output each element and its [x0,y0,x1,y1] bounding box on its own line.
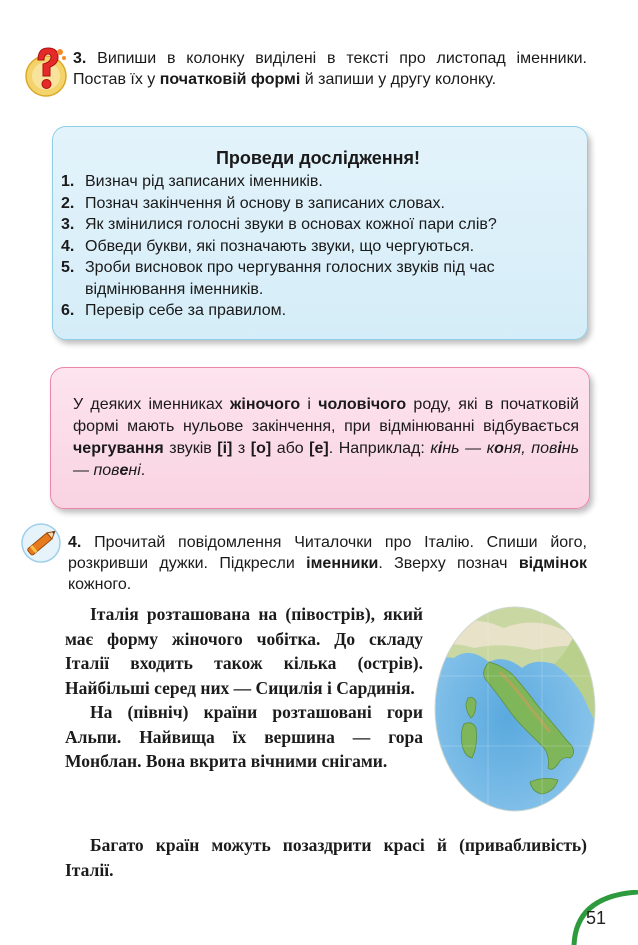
item-text: Познач закінчення й основу в записаних словах. [85,194,445,212]
task-3 [73,48,587,90]
page-number: 51 [586,908,607,928]
list-item [61,193,575,215]
example-vowel: о [494,440,504,457]
example-part: к [430,440,438,457]
task-text: . Зверху познач [378,555,519,572]
list-item [61,300,575,322]
rule-text: . Наприклад: [328,440,431,457]
item-number: 5. [61,259,75,276]
task-text: кожного. [68,576,132,593]
item-number: 1. [61,173,75,190]
list-item [61,214,575,236]
item-text: Перевір себе за правилом. [85,302,287,319]
rule-bold: [о] [250,440,272,457]
rule-text: роду, які в початковій формі мають нульове закінчення, при відмінюванні відбувається [73,396,579,435]
research-box [52,126,588,340]
example-vowel: і [557,440,562,457]
reading-text [65,602,423,774]
task-number: 3. [73,50,87,67]
italy-map-image [434,606,596,812]
research-list [61,171,575,322]
task-bold-text: початковій формі [159,71,301,88]
example-part: ні [128,462,141,479]
item-number: 3. [61,216,75,233]
example-part: нь — пов [73,440,579,479]
rule-text: і [300,396,319,413]
list-item [61,236,575,258]
task-text: й запиши у другу колонку. [300,71,497,88]
rule-bold: жіночого [230,396,301,413]
item-number: 2. [61,194,75,212]
item-text: Зроби висновок про чергування голосних звуків під час відмінювання іменників. [85,259,495,298]
item-text: Визнач рід записаних іменників. [85,173,323,190]
rule-bold: [е] [309,440,329,457]
task-text: Прочитай повідомлення Читалочки про Італію. Спиши його, розкривши дужки. Підкресли [68,534,587,572]
rule-box [50,367,590,509]
paragraph: Багато країн можуть позаздрити красі й (привабливість) Італії. [65,835,587,880]
paragraph: Італія розташована на (півострів), який має форму жіночого чобітка. До складу Італії входить також кілька (острів). Найбільші серед них — Сицилія і Сардинія. [65,604,423,698]
example-vowel: е [119,462,129,479]
rule-text: з [232,440,251,457]
task-4 [68,532,587,595]
list-item [61,171,575,193]
research-title: Проведи дослідження! [215,148,421,168]
task-bold-text: відмінок [518,555,587,572]
example-part: ня, пов [503,440,558,457]
pen-icon [20,522,62,564]
item-text: Обведи букви, які позначають звуки, що чергуються. [85,237,475,255]
item-number: 6. [61,302,75,319]
rule-text: У деяких іменниках [73,396,231,413]
rule-text: або [271,440,310,457]
task-number: 4. [68,534,82,551]
rule-bold: [і] [217,440,233,457]
task-text: Випиши в колонку виділені в тексті про листопад іменники. Постав їх у [73,50,588,88]
item-number: 4. [61,237,75,255]
item-text: Як змінилися голосні звуки в основах кожної пари слів? [85,216,497,233]
example-vowel: і [437,440,443,457]
reading-text-end [65,833,587,882]
example-part: нь — к [442,440,495,457]
paragraph: На (північ) країни розташовані гори Альпи. Найвища їх вершина — гора Монблан. Вона вкрита вічними снігами. [65,702,423,771]
list-item [61,257,575,300]
rule-bold: чоловічого [318,396,407,413]
rule-bold: чергування [73,440,164,457]
rule-text: . [140,462,146,479]
task-bold-text: іменники [306,555,379,572]
rule-text: звуків [163,440,218,457]
question-mark-icon [24,44,70,98]
